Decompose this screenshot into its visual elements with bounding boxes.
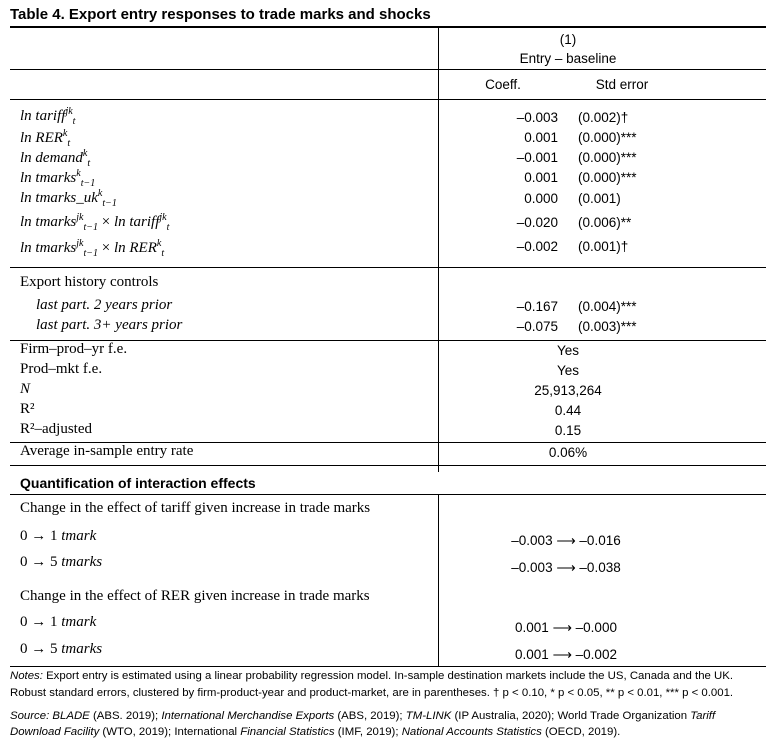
source-line-2: Download Facility (WTO, 2019); International Financial Statistics (IMF, 2019); National Accounts Statistics (OECD, 2019). [10, 726, 621, 738]
quant-tariff-row-2-value: –0.003 ⟶ –0.038 [511, 560, 621, 575]
quant-tariff-heading: Change in the effect of tariff given increase in trade marks [20, 500, 371, 516]
quant-rer-row-1-label: 0 → 1 tmark [20, 614, 97, 630]
column-number: (1) [559, 32, 577, 47]
title-rule [10, 26, 766, 28]
stat-label-n: N [20, 381, 31, 397]
se-tmarks: (0.000)*** [578, 170, 637, 185]
quant-tariff-row-2-label: 0 → 5 tmarks [20, 554, 103, 570]
coef-tmarks: 0.001 [524, 170, 558, 185]
stat-label-prod-fe: Prod–mkt f.e. [20, 361, 103, 377]
quant-tariff-row-1-label: 0 → 1 tmark [20, 528, 97, 544]
stat-label-avg-entry: Average in-sample entry rate [20, 443, 194, 459]
quant-rer-row-1-value: 0.001 ⟶ –0.000 [515, 620, 617, 635]
coef-history-3yr: –0.075 [516, 319, 558, 334]
rule-quant-heading [10, 494, 766, 495]
se-rer: (0.000)*** [578, 130, 637, 145]
se-tariff: (0.002)† [578, 110, 629, 125]
rule-after-avg [10, 465, 766, 466]
coef-demand: –0.001 [516, 150, 558, 165]
row-label-tmarks-x-tariff: ln tmarks$^{jk}_{t-1}$ × ln tariff$^{jk}_t$ [20, 212, 170, 233]
stat-label-r2-adj: R²–adjusted [20, 421, 92, 437]
row-label-rer: $\ln RER^k_t$ [20, 128, 71, 149]
header-rule-2 [10, 99, 766, 100]
coef-rer: 0.001 [524, 130, 558, 145]
stat-value-avg-entry: 0.06% [548, 445, 588, 460]
quant-rer-row-2-value: 0.001 ⟶ –0.002 [515, 647, 617, 662]
coef-tmarks-uk: 0.000 [524, 191, 558, 206]
coef-tariff: –0.003 [516, 110, 558, 125]
quant-heading: Quantification of interaction effects [20, 475, 256, 491]
history-label-2yr: last part. 2 years prior [36, 297, 173, 313]
row-label-tmarks-x-rer: ln tmarks$^{jk}_{t-1}$ × $\ln RER^k_t$ [20, 238, 165, 259]
se-demand: (0.000)*** [578, 150, 637, 165]
rule-after-coefs [10, 267, 766, 268]
row-label-tmarks-uk: $\ln tmarks\_uk^k_{t-1}$ [20, 188, 117, 209]
column-divider-lower [438, 494, 439, 666]
quant-rer-heading: Change in the effect of RER given increase in trade marks [20, 588, 370, 604]
table-title: Table 4. Export entry responses to trade marks and shocks [10, 6, 431, 23]
stat-label-firm-fe: Firm–prod–yr f.e. [20, 341, 128, 357]
row-label-demand: ln demand$^k_t$ [20, 148, 91, 169]
stat-value-prod-fe: Yes [556, 363, 580, 378]
column-name: Entry – baseline [519, 51, 617, 66]
header-rule-1 [10, 69, 766, 70]
quant-tariff-row-1-value: –0.003 ⟶ –0.016 [511, 533, 621, 548]
se-tmarks-x-tariff: (0.006)** [578, 215, 632, 230]
se-tmarks-x-rer: (0.001)† [578, 239, 629, 254]
coef-tmarks-x-tariff: –0.020 [516, 215, 558, 230]
stat-value-r2: 0.44 [554, 403, 582, 418]
row-label-tmarks: ln tmarks$^k_{t-1}$ [20, 168, 96, 189]
se-history-2yr: (0.004)*** [578, 299, 637, 314]
row-label-tariff: ln tariff$^{jk}_t$ [20, 106, 76, 127]
stat-value-r2-adj: 0.15 [554, 423, 582, 438]
coef-history-2yr: –0.167 [516, 299, 558, 314]
quant-rer-row-2-label: 0 → 5 tmarks [20, 641, 103, 657]
se-tmarks-uk: (0.001) [578, 191, 621, 206]
rule-table-bottom [10, 666, 766, 667]
notes-line-1: Notes: Export entry is estimated using a linear probability regression model. In-sample destination markets include the US, Canada and the UK. [10, 670, 734, 682]
source-line-1: Source: BLADE (ABS. 2019); International Merchandise Exports (ABS, 2019); TM-LINK (IP Australia, 2020); World Trade Organization Tariff [10, 710, 716, 722]
se-header: Std error [595, 77, 649, 92]
stat-value-firm-fe: Yes [556, 343, 580, 358]
se-history-3yr: (0.003)*** [578, 319, 637, 334]
coef-tmarks-x-rer: –0.002 [516, 239, 558, 254]
coef-header: Coeff. [485, 77, 521, 92]
notes-line-2: Robust standard errors, clustered by firm-product-year and product-market, are in parentheses. † p < 0.10, * p < 0.05, ** p < 0.01, *** p < 0.001. [10, 687, 734, 699]
stat-label-r2: R² [20, 401, 35, 417]
history-label-3yr: last part. 3+ years prior [36, 317, 183, 333]
column-divider-upper [438, 27, 439, 472]
stat-value-n: 25,913,264 [534, 383, 602, 398]
history-heading: Export history controls [20, 274, 159, 290]
